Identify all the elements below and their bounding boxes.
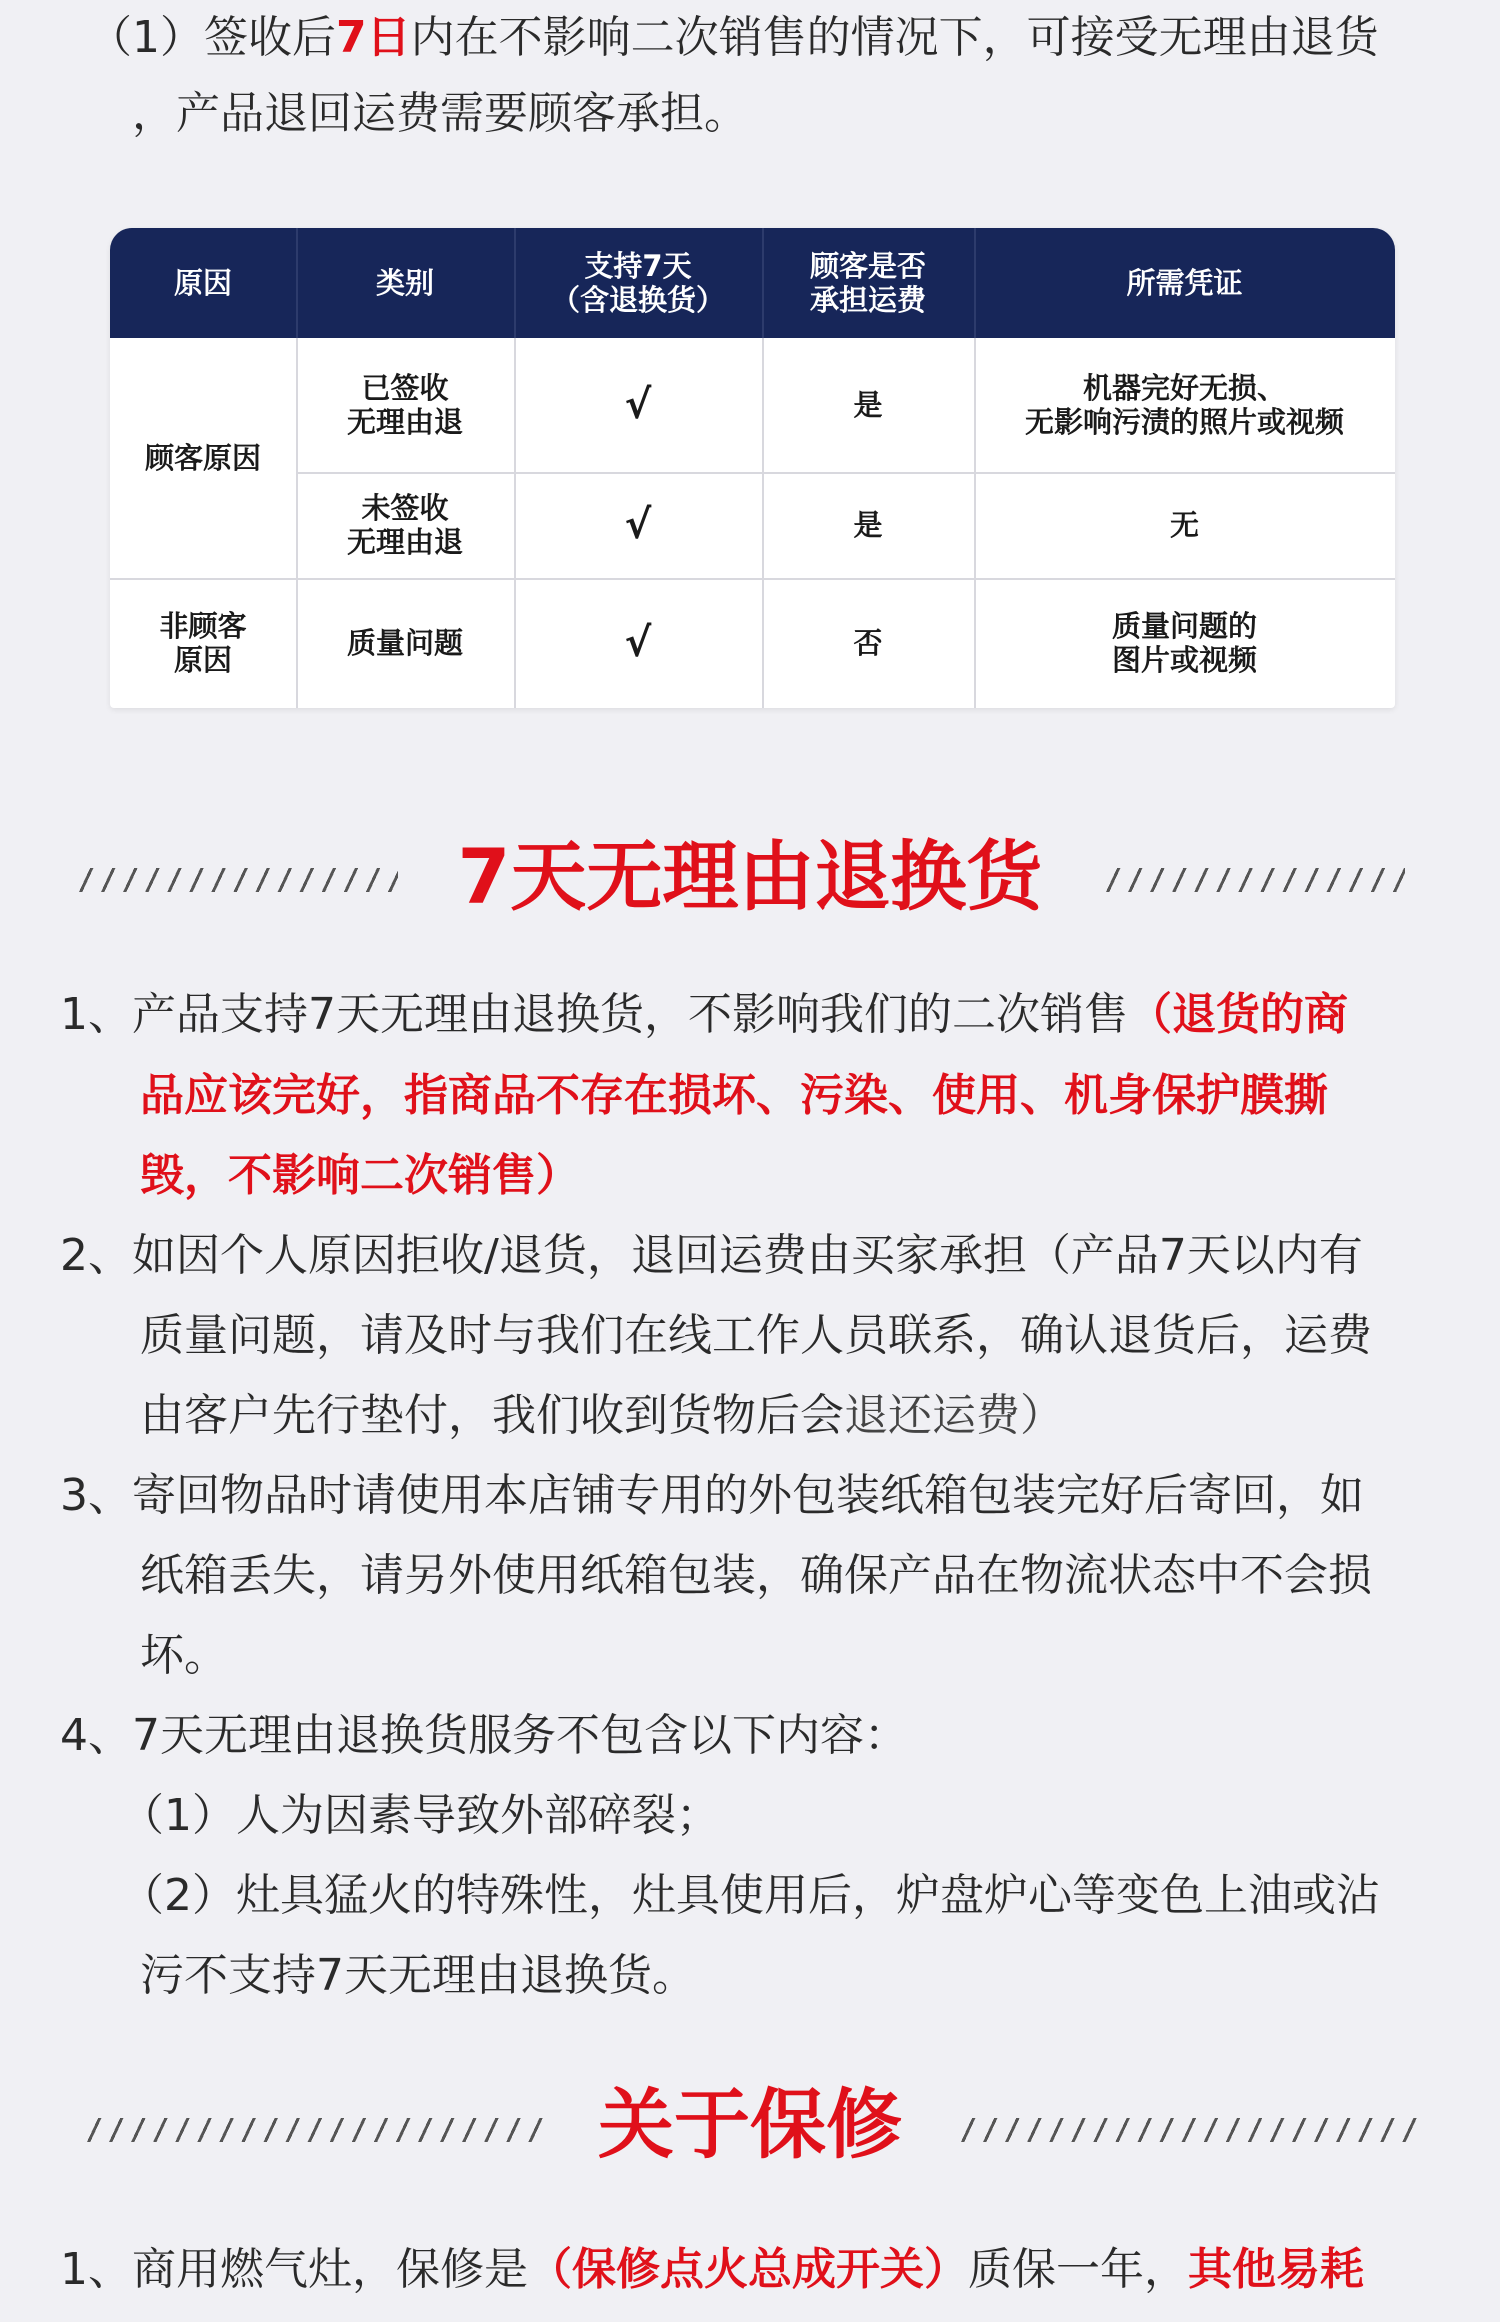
header-proof: 所需凭证 [1126, 266, 1243, 300]
proof-value: 无 [1169, 508, 1199, 542]
support-check: √ [624, 620, 652, 666]
freight-value: 是 [853, 508, 883, 542]
section-title-return: 7天无理由退换货 [457, 832, 1043, 921]
return-item-4-sub-2: （2）灶具猛火的特殊性，灶具使用后，炉盘炉心等变色上油或沾 [120, 1870, 1380, 1921]
return-item-2-line-3 [140, 1386, 1064, 1446]
decorative-hatch-left [78, 868, 398, 892]
support-check: √ [624, 382, 652, 428]
header-support-7days: 支持7天 （含退换货） [550, 249, 725, 317]
reason-customer: 顾客原因 [144, 441, 261, 475]
return-item-1-line-1 [60, 985, 1348, 1045]
item-highlight: 其他易耗 [1188, 2244, 1364, 2295]
support-check: √ [624, 502, 652, 548]
proof-value: 机器完好无损、 无影响污渍的照片或视频 [1024, 371, 1344, 439]
freight-value: 是 [853, 388, 883, 422]
return-policy-table [110, 228, 1395, 708]
freight-value: 否 [853, 626, 883, 660]
intro-line-1 [88, 8, 1379, 68]
intro-text: （1）签收后 [88, 12, 336, 63]
section-title-warranty: 关于保修 [598, 2080, 902, 2169]
category-quality: 质量问题 [346, 626, 463, 660]
item-text: 1、商用燃气灶，保修是 [60, 2244, 528, 2295]
intro-text-rest: 内在不影响二次销售的情况下，可接受无理由退货 [410, 12, 1379, 63]
item-text: 由客户先行垫付，我们收到货物后会 [140, 1390, 844, 1441]
category-unsigned: 未签收 无理由退 [346, 491, 463, 559]
return-item-4-sub-2-cont: 污不支持7天无理由退换货。 [140, 1950, 696, 2001]
warranty-item-1-line-1 [60, 2240, 1364, 2300]
intro-days-highlight: 7日 [336, 12, 411, 63]
item-text: 质保一年， [968, 2244, 1188, 2295]
return-item-4-sub-1: （1）人为因素导致外部碎裂； [120, 1790, 720, 1841]
decorative-hatch-right [960, 2118, 1420, 2142]
return-item-3-line-3: 坏。 [140, 1630, 228, 1681]
return-item-2-line-2: 质量问题，请及时与我们在线工作人员联系，确认退货后，运费 [140, 1310, 1372, 1361]
intro-line-2: ，产品退回运费需要顾客承担。 [132, 88, 748, 139]
return-item-2-line-1: 2、如因个人原因拒收/退货，退回运费由买家承担（产品7天以内有 [60, 1230, 1363, 1281]
return-item-3-line-2: 纸箱丢失，请另外使用纸箱包装，确保产品在物流状态中不会损 [140, 1550, 1372, 1601]
header-reason: 原因 [173, 266, 232, 300]
return-item-3-line-1: 3、寄回物品时请使用本店铺专用的外包装纸箱包装完好后寄回，如 [60, 1470, 1364, 1521]
return-item-1-line-2: 品应该完好，指商品不存在损坏、污染、使用、机身保护膜撕 [140, 1070, 1328, 1121]
item-highlight: （保修点火总成开关） [528, 2244, 968, 2295]
return-item-1-line-3: 毁，不影响二次销售） [140, 1150, 580, 1201]
category-signed: 已签收 无理由退 [346, 371, 463, 439]
item-highlight: （退货的商 [1128, 989, 1348, 1040]
header-category: 类别 [375, 266, 434, 300]
item-text-refund: 退还运费） [844, 1390, 1064, 1441]
decorative-hatch-left [86, 2118, 546, 2142]
decorative-hatch-right [1105, 868, 1405, 892]
item-text: 1、产品支持7天无理由退换货，不影响我们的二次销售 [60, 989, 1128, 1040]
reason-non-customer: 非顾客 原因 [159, 609, 247, 677]
return-item-4-line-1: 4、7天无理由退换货服务不包含以下内容： [60, 1710, 908, 1761]
header-freight: 顾客是否 承担运费 [809, 249, 926, 317]
proof-value: 质量问题的 图片或视频 [1111, 609, 1257, 677]
